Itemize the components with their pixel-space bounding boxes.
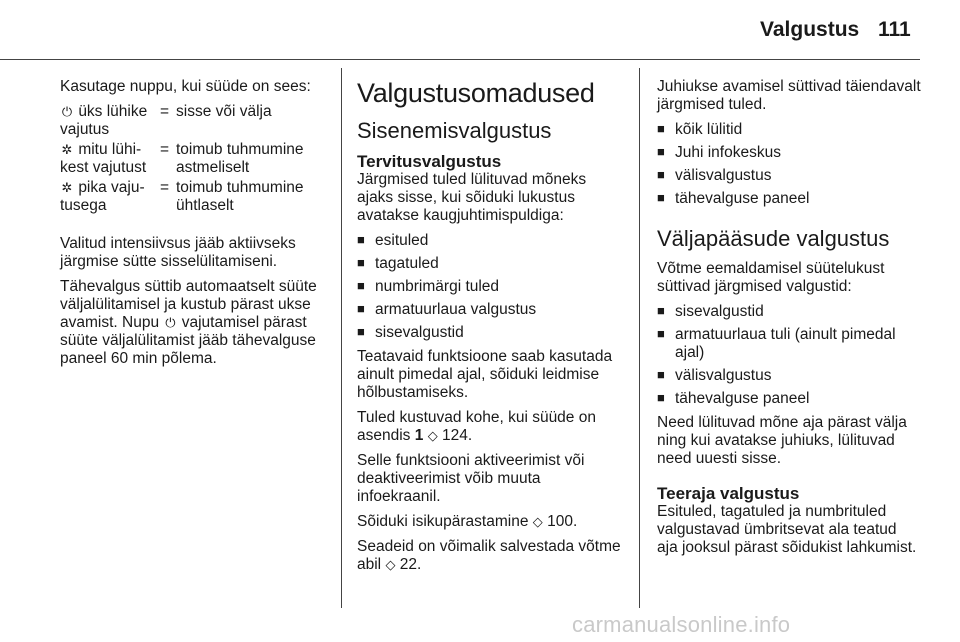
page-ref-icon: ◇ [532,514,543,529]
list-item: ■ kõik lülitid [657,121,921,139]
paragraph: Juhiukse avamisel süttivad täiendavalt järgmised tuled. [657,78,921,113]
list-item: ■ armatuurlaua valgustus [357,301,625,319]
paragraph: Valitud intensiivsus jääb aktiivseks järgmise sütte sisselülitamiseni. [60,235,296,270]
column-2 [357,78,625,581]
definition-term: pika vajutusega [60,179,145,214]
chapter-heading: Valgustusomadused [357,78,595,108]
list-item: ■ sisevalgustid [357,324,625,342]
paragraph: Need lülituvad mõne aja pärast välja ning kui avatakse juhiuks, lülituvad need uuesti sisse. [657,414,907,467]
paragraph: Teatavaid funktsioone saab kasutada ainult pimedal ajal, sõiduki leidmise hõlbustamiseks. [357,348,613,401]
page-ref-link[interactable]: 22. [399,556,422,573]
definition-term: üks lühike vajutus [60,103,148,138]
page-ref-link[interactable]: 124. [442,427,473,444]
bullet-list [657,121,921,208]
dimmer-icon: ✲ [61,180,73,195]
subsection-heading: Teeraja valgustus [657,484,800,503]
list-item: ■ esituled [357,232,625,250]
subsection-heading: Tervitusvalgustus [357,152,502,171]
list-item: ■ välisvalgustus [657,167,921,185]
definition-table [60,103,326,215]
list-item: ■ tähevalguse paneel [657,390,921,408]
intro-text: Kasutage nuppu, kui süüde on sees: [60,78,311,95]
definition-desc: toimub tuhmumine ühtlaselt [176,179,304,214]
list-item: ■ sisevalgustid [657,303,921,321]
header-rule [0,59,920,60]
list-item: ■ armatuurlaua tuli (ainult pimedal ajal) [657,326,921,362]
definition-desc: toimub tuhmumine astmeliselt [176,141,304,176]
column-divider-2 [639,68,640,608]
column-3 [657,78,921,564]
definition-row [60,103,326,139]
section-heading: Väljapääsude valgustus [657,226,890,251]
paragraph: Seadeid on võimalik salvestada võtme abil ◇ 22. [357,538,621,573]
page-ref-link[interactable]: 100. [547,513,578,530]
paragraph: Järgmised tuled lülituvad mõneks ajaks sisse, kui sõiduki lukustus avatakse kaugjuhtimispuldiga: [357,171,587,224]
paragraph: Tähevalgus süttib automaatselt süüte väljalülitamisel ja kustub pärast ukse avamist. Nupu ⏻ vajutamisel pärast süüte väljalülitamist jääb tähevalguse paneel 60 min põlema. [60,278,317,367]
paragraph: Selle funktsiooni aktiveerimist või deaktiveerimist võib muuta infoekraanil. [357,452,585,505]
page-ref-icon: ◇ [427,428,438,443]
paragraph: Esituled, tagatuled ja numbrituled valgustavad ümbritsevat ala teatud aja jooksul pärast sõidukist lahkumist. [657,503,917,556]
definition-row [60,179,326,215]
page-number: 111 [878,18,911,41]
position-number: 1 [414,427,424,444]
column-1 [60,78,326,375]
definition-desc: sisse või välja [176,103,272,120]
equals-sign: = [160,103,170,120]
watermark: carmanualsonline.info [572,612,791,637]
list-item: ■ Juhi infokeskus [657,144,921,162]
bullet-list [657,303,921,408]
equals-sign: = [160,141,170,158]
page-ref-icon: ◇ [385,557,396,572]
definition-row [60,141,326,177]
paragraph: Võtme eemaldamisel süütelukust süttivad järgmised valgustid: [657,260,885,295]
section-heading: Sisenemisvalgustus [357,118,552,143]
paragraph: Tuled kustuvad kohe, kui süüde on asendis 1 ◇ 124. [357,409,596,444]
list-item: ■ välisvalgustus [657,367,921,385]
equals-sign: = [160,179,170,196]
power-icon: ⏻ [165,315,176,330]
dimmer-icon: ✲ [61,142,73,157]
power-icon: ⏻ [61,104,73,119]
definition-term: mitu lühikest vajutust [60,141,147,176]
bullet-list [357,232,625,342]
list-item: ■ numbrimärgi tuled [357,278,625,296]
paragraph: Sõiduki isikupärastamine ◇ 100. [357,513,578,530]
column-divider-1 [341,68,342,608]
list-item: ■ tähevalguse paneel [657,190,921,208]
list-item: ■ tagatuled [357,255,625,273]
section-title: Valgustus [760,18,860,41]
